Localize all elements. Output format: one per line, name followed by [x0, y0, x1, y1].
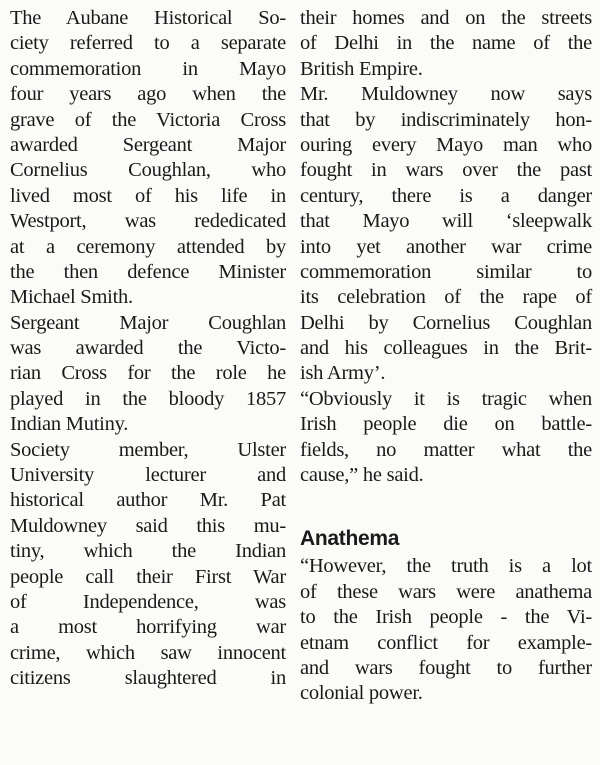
text-line: played in the bloody 1857	[10, 387, 286, 410]
text-line: and his colleagues in the Brit-	[300, 337, 592, 360]
text-line: its celebration of the rape of	[300, 286, 592, 309]
text-line: into yet another war crime	[300, 235, 592, 258]
text-line: their homes and on the streets	[300, 7, 592, 29]
text-line: ciety referred to a separate	[10, 32, 286, 55]
text-line: rian Cross for the role he	[10, 362, 286, 385]
article-paragraph	[10, 311, 286, 438]
text-line: of Delhi in the name of the	[300, 32, 592, 55]
text-line: Westport, was rededicated	[10, 210, 286, 233]
text-line: citizens slaughtered in	[10, 667, 286, 690]
text-line: British Empire.	[300, 57, 423, 80]
text-line: tiny, which the Indian	[10, 540, 286, 563]
text-line: “Obviously it is tragic when	[300, 387, 592, 410]
text-line: century, there is a danger	[300, 184, 592, 207]
text-line: commemoration similar to	[300, 260, 592, 283]
text-line: Cornelius Coughlan, who	[10, 159, 286, 182]
text-line: historical author Mr. Pat	[10, 489, 286, 512]
text-line: commemoration in Mayo	[10, 57, 286, 80]
text-line: people call their First War	[10, 565, 286, 588]
text-line: Sergeant Major Coughlan	[10, 311, 286, 334]
text-line: Muldowney said this mu-	[10, 514, 286, 537]
text-line: Delhi by Cornelius Coughlan	[300, 311, 592, 334]
article-paragraph	[300, 82, 592, 387]
text-line: Indian Mutiny.	[10, 413, 129, 436]
text-line: fought in wars over the past	[300, 159, 592, 182]
text-line: Michael Smith.	[10, 286, 133, 309]
text-line: The Aubane Historical So-	[10, 7, 286, 29]
text-line: was awarded the Victo-	[10, 337, 286, 360]
section-gap	[300, 488, 592, 524]
text-line: at a ceremony attended by	[10, 235, 286, 258]
article-paragraph	[10, 6, 286, 311]
text-line: four years ago when the	[10, 83, 286, 106]
text-line: “However, the truth is a lot	[300, 555, 592, 578]
text-line: of these wars were anathema	[300, 580, 592, 603]
article-paragraph	[10, 438, 286, 692]
left-column	[10, 6, 286, 692]
section-subheading: Anathema	[300, 527, 400, 551]
text-line: colonial power.	[300, 682, 423, 705]
text-line: Irish people die on battle-	[300, 413, 592, 436]
text-line: grave of the Victoria Cross	[10, 108, 286, 131]
text-line: to the Irish people - the Vi-	[300, 606, 592, 629]
text-line: crime, which saw innocent	[10, 641, 286, 664]
text-line: ouring every Mayo man who	[300, 133, 592, 156]
text-line: that Mayo will ‘sleepwalk	[300, 210, 592, 233]
text-line: of Independence, was	[10, 590, 286, 613]
text-line: ish Army’.	[300, 362, 386, 385]
text-line: the then defence Minister	[10, 260, 286, 283]
text-line: Mr. Muldowney now says	[300, 83, 592, 106]
article-paragraph	[300, 554, 592, 706]
text-line: a most horrifying war	[10, 616, 286, 639]
text-line: cause,” he said.	[300, 464, 424, 487]
article-paragraph	[300, 6, 592, 82]
text-line: that by indiscriminately hon-	[300, 108, 592, 131]
text-line: awarded Sergeant Major	[10, 133, 286, 156]
text-line: fields, no matter what the	[300, 438, 592, 461]
text-line: Society member, Ulster	[10, 438, 286, 461]
text-line: etnam conflict for example-	[300, 631, 592, 654]
text-line: lived most of his life in	[10, 184, 286, 207]
text-line: University lecturer and	[10, 464, 286, 487]
right-column	[300, 6, 592, 707]
text-line: and wars fought to further	[300, 656, 592, 679]
article-paragraph	[300, 387, 592, 489]
